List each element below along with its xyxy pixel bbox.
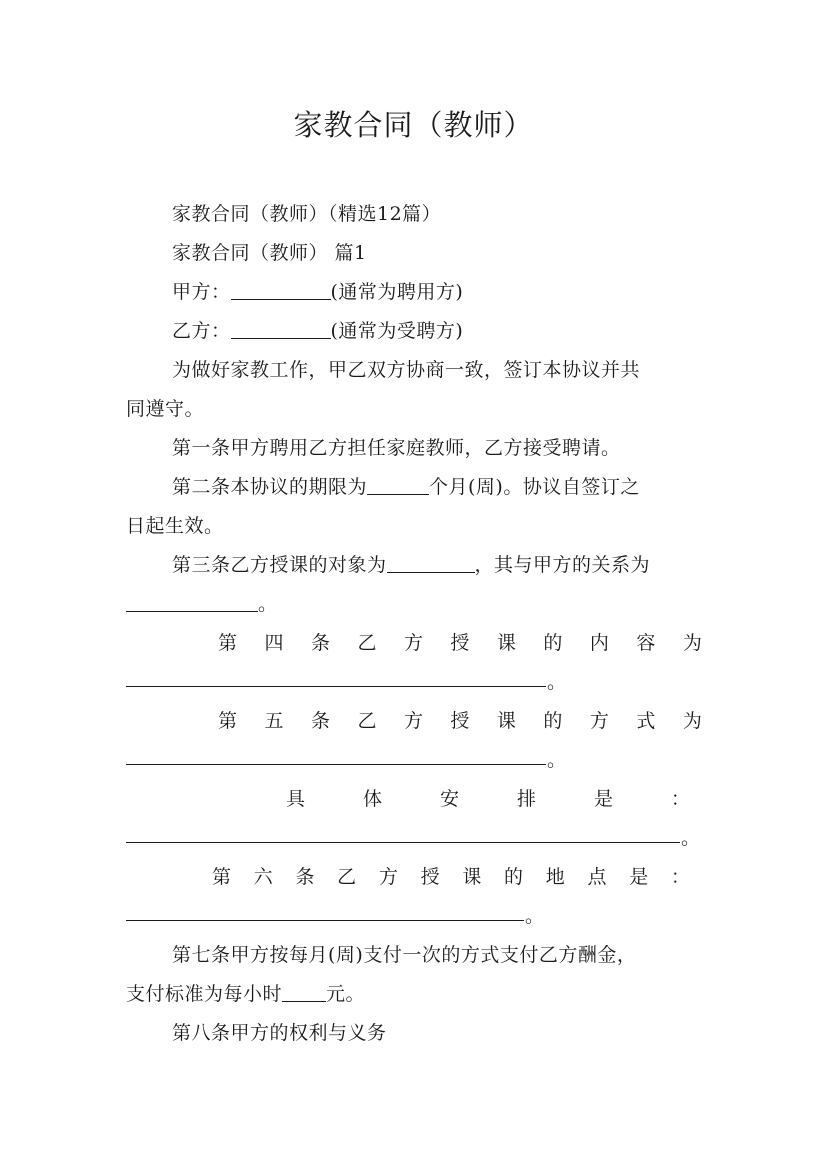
party-b-blank	[231, 321, 331, 339]
article-3-relation-blank	[126, 594, 258, 612]
arrangement-char: 排	[516, 788, 536, 810]
article-3-blank	[387, 555, 475, 573]
article-6-blank	[126, 919, 524, 921]
intro-line-2: 同遵守。	[126, 398, 205, 420]
period: 。	[547, 671, 567, 693]
article-5-char: 方	[589, 710, 609, 732]
article-6-char: 是	[629, 866, 649, 888]
document-title: 家教合同（教师）	[293, 108, 534, 142]
article-6-char: 课	[462, 866, 482, 888]
article-6-line	[212, 862, 690, 889]
period: 。	[547, 749, 567, 771]
article-7-line-2	[126, 979, 365, 1006]
article-4-char: 四	[264, 632, 284, 654]
article-6-char: 乙	[337, 866, 357, 888]
article-5-char: 式	[636, 710, 656, 732]
article-6-char: 地	[545, 866, 565, 888]
article-5-blank	[126, 763, 546, 765]
part-heading: 家教合同（教师） 篇1	[172, 242, 367, 264]
arrangement-char: 安	[439, 788, 459, 810]
article-5-char: 第	[218, 710, 238, 732]
article-5-char: 的	[543, 710, 563, 732]
article-3-line-2	[126, 589, 278, 616]
article-4-char: 乙	[357, 632, 377, 654]
article-7-line-1: 第七条甲方按每月(周)支付一次的方式支付乙方酬金，	[172, 944, 637, 966]
article-6-char: 方	[378, 866, 398, 888]
article-5-char: 课	[496, 710, 516, 732]
article-5-line	[218, 706, 702, 733]
article-5-char: 乙	[357, 710, 377, 732]
article-7-text-a: 支付标准为每小时	[126, 983, 283, 1005]
article-2-line-2: 日起生效。	[126, 515, 224, 537]
article-2-text-a: 第二条本协议的期限为	[172, 476, 368, 498]
article-5-char: 方	[403, 710, 423, 732]
period: 。	[525, 905, 545, 927]
arrangement-blank	[126, 841, 680, 843]
article-7-text-b: 元。	[326, 983, 366, 1005]
party-a-note: (通常为聘用方)	[330, 281, 464, 303]
article-4-char: 第	[218, 632, 238, 654]
party-b-line	[172, 316, 463, 343]
article-6-char: 六	[253, 866, 273, 888]
article-2-blank	[367, 477, 429, 495]
article-4-char: 方	[403, 632, 423, 654]
article-3-text-a: 第三条乙方授课的对象为	[172, 554, 387, 576]
article-4-char: 课	[496, 632, 516, 654]
article-7-blank	[282, 984, 326, 1002]
article-3-text-b: ，其与甲方的关系为	[474, 554, 651, 576]
article-6-char: 授	[420, 866, 440, 888]
arrangement-char: 具	[286, 788, 306, 810]
article-5-char: 五	[264, 710, 284, 732]
article-5-char: 为	[682, 710, 702, 732]
article-6-char: 条	[295, 866, 315, 888]
article-4-char: 条	[310, 632, 330, 654]
article-4-char: 为	[682, 632, 702, 654]
article-6-char: ：	[670, 866, 690, 888]
party-b-note: (通常为受聘方)	[330, 320, 464, 342]
article-3-line	[172, 550, 650, 577]
article-5-char: 条	[310, 710, 330, 732]
article-2-text-b: 个月(周)。协议自签订之	[429, 476, 640, 498]
article-8: 第八条甲方的权利与义务	[172, 1022, 387, 1044]
arrangement-char: 是	[593, 788, 613, 810]
article-4-line	[218, 628, 702, 655]
period: 。	[258, 593, 278, 615]
article-6-char: 点	[587, 866, 607, 888]
article-4-char: 的	[543, 632, 563, 654]
article-6-char: 第	[212, 866, 232, 888]
intro-line-1: 为做好家教工作，甲乙双方协商一致，签订本协议并共	[172, 359, 641, 381]
arrangement-line	[286, 784, 690, 811]
article-1: 第一条甲方聘用乙方担任家庭教师，乙方接受聘请。	[172, 437, 621, 459]
party-b-label: 乙方：	[172, 320, 231, 342]
party-a-line	[172, 277, 463, 304]
article-6-char: 的	[504, 866, 524, 888]
subtitle: 家教合同（教师）（精选12篇）	[172, 203, 442, 225]
article-5-char: 授	[450, 710, 470, 732]
arrangement-char: ：	[670, 788, 690, 810]
period: 。	[681, 827, 701, 849]
article-4-blank	[126, 685, 546, 687]
article-4-char: 内	[589, 632, 609, 654]
article-4-char: 容	[636, 632, 656, 654]
arrangement-char: 体	[362, 788, 382, 810]
article-4-char: 授	[450, 632, 470, 654]
article-2-line	[172, 472, 640, 499]
party-a-blank	[231, 282, 331, 300]
party-a-label: 甲方：	[172, 281, 231, 303]
